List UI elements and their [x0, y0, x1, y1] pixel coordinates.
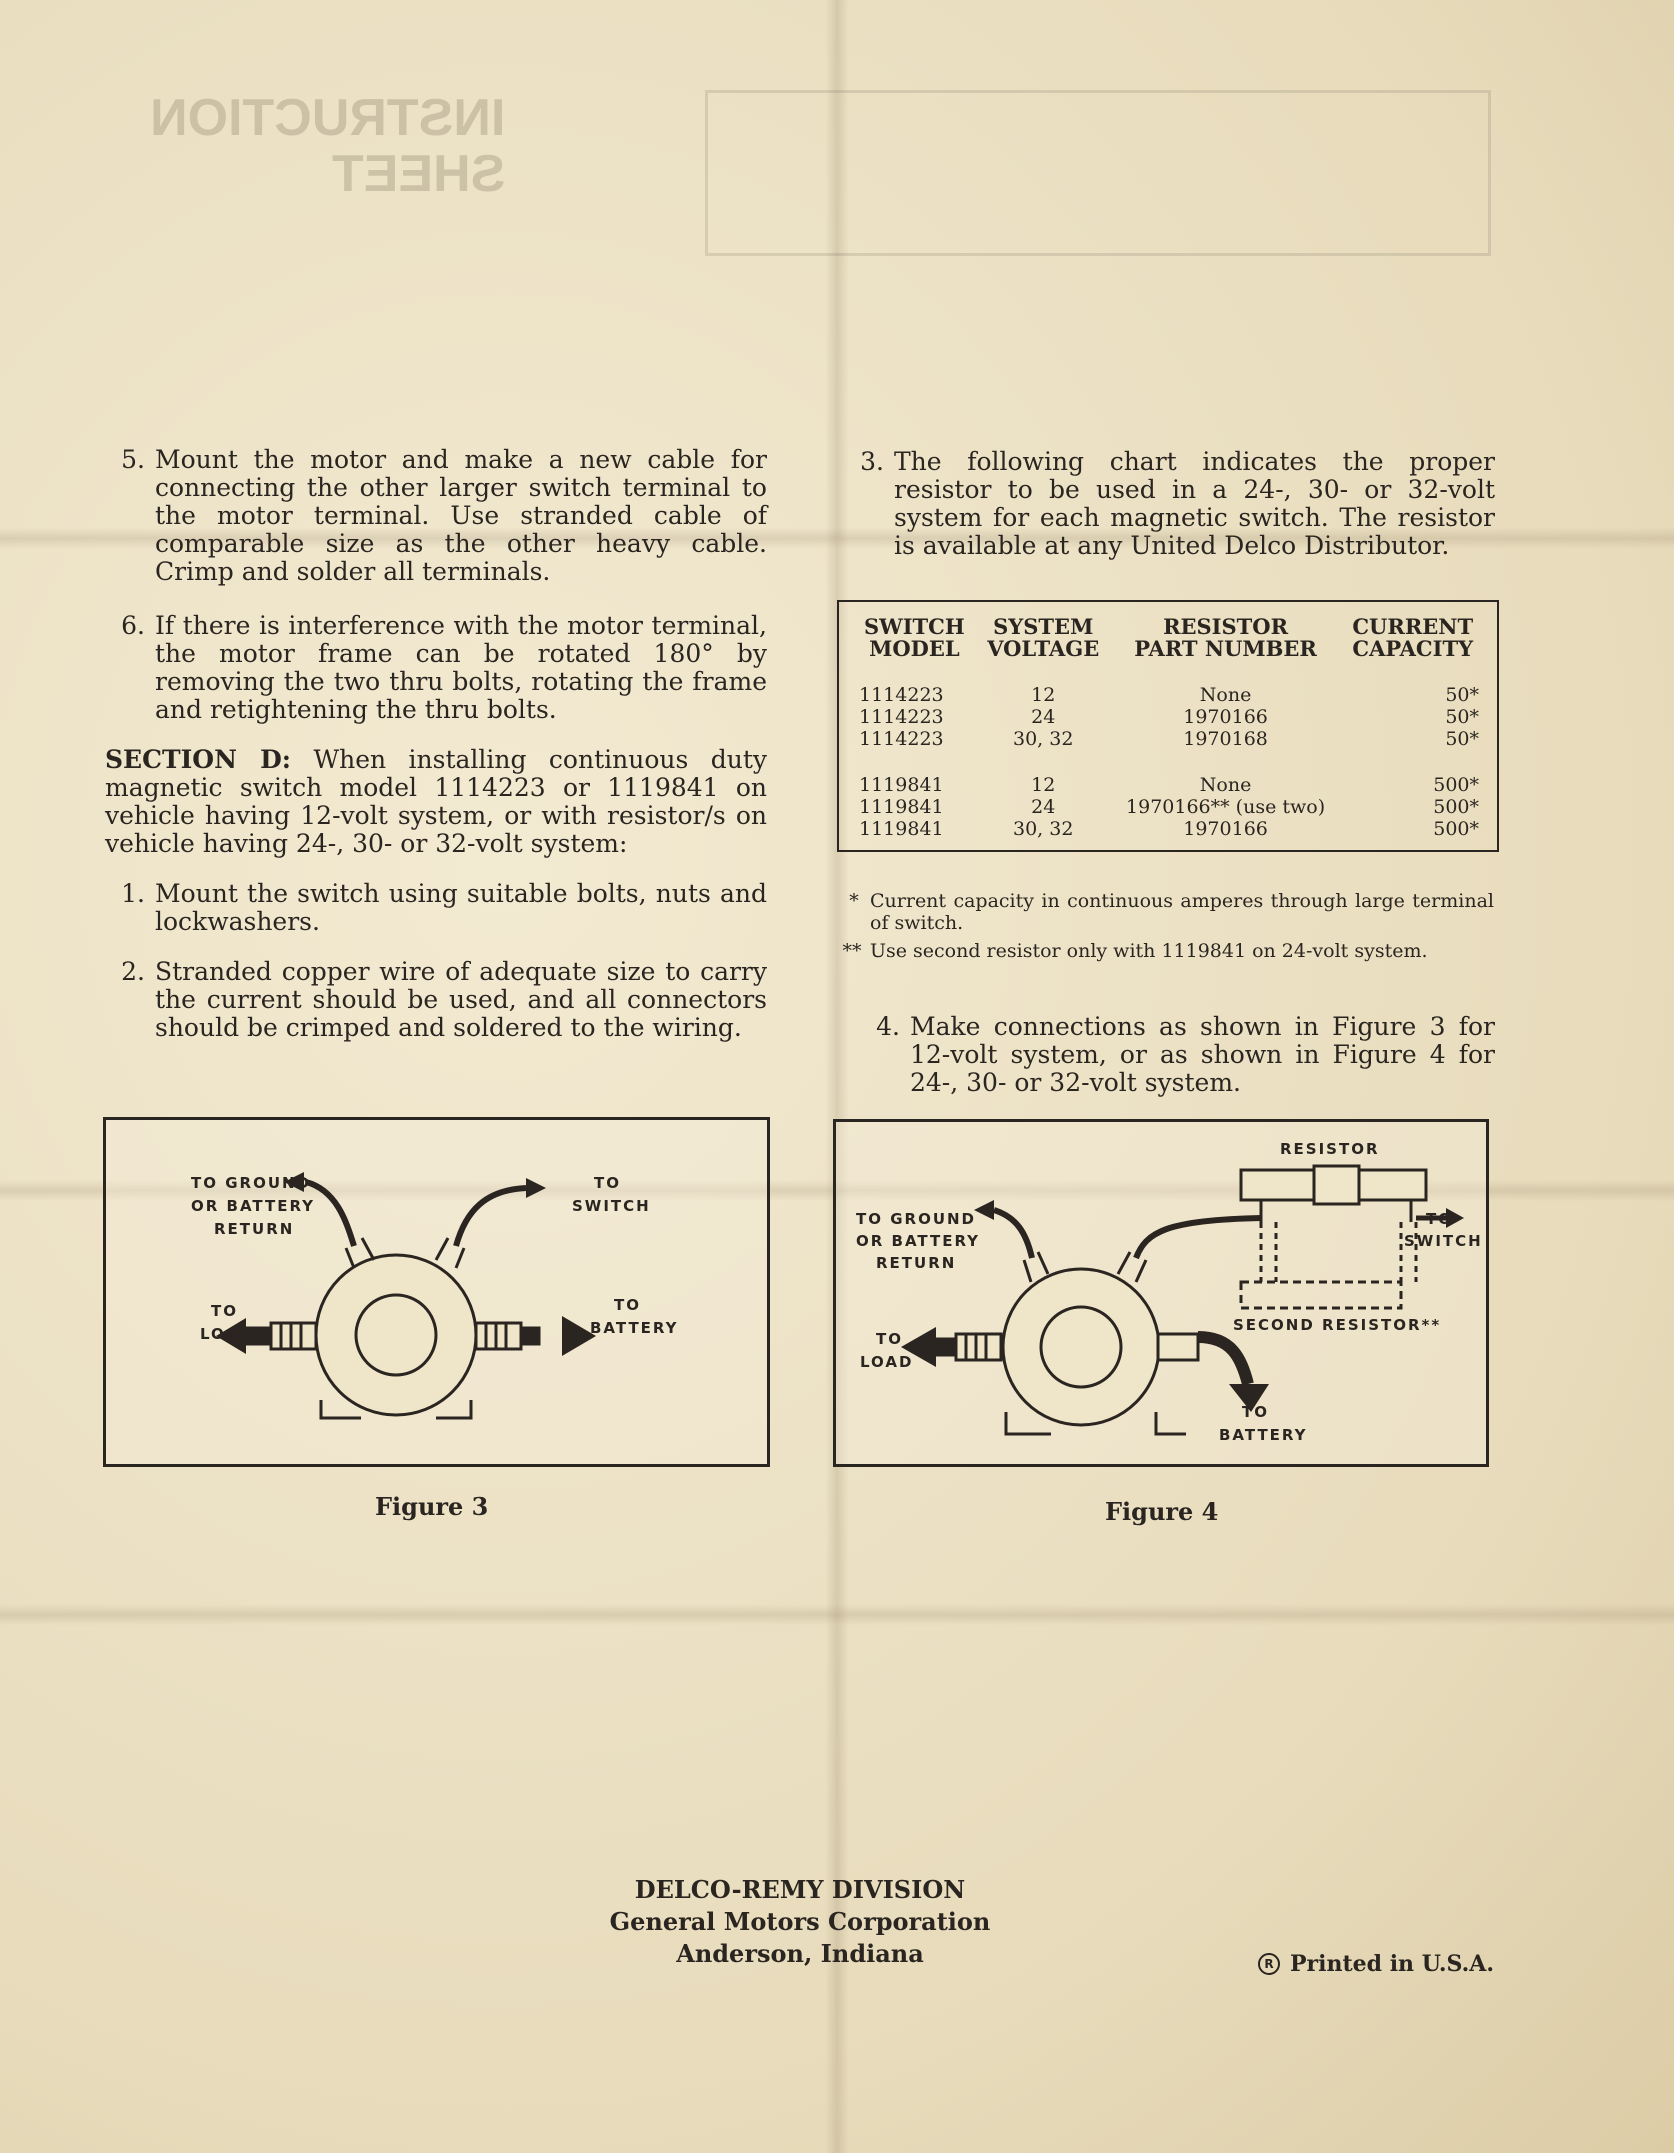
- step-3: 3. The following chart indicates the proper resistor to be used in a 24-, 30- or 32-volt system for each magnetic switch. The resistor is available at any United Delco Distributor.: [860, 447, 1495, 560]
- table-row: [853, 796, 1485, 818]
- table-cell: 500*: [1433, 796, 1479, 818]
- table-cell: 1970166: [1183, 818, 1268, 840]
- footer-corporation: General Motors Corporation: [609, 1907, 991, 1936]
- resistor-table: [853, 616, 1485, 840]
- table-cell: None: [1199, 774, 1252, 796]
- fig3-load-label-1: TO: [211, 1302, 238, 1320]
- table-row: [853, 728, 1485, 750]
- fig4-battery-cable: [1198, 1337, 1248, 1384]
- fig4-left-terminal: [956, 1334, 1001, 1360]
- table-row: [853, 706, 1485, 728]
- fig3-battery-label-2: BATTERY: [590, 1319, 679, 1337]
- section-d-label: SECTION D:: [105, 745, 292, 774]
- step-5: 5. Mount the motor and make a new cable for connecting the other larger switch terminal to the motor terminal. Use stranded cable of comparable size as the other heavy cable. Crimp and solder all terminals.: [121, 445, 767, 586]
- table-header-2: RESISTOR PART NUMBER: [1134, 614, 1317, 661]
- fig4-right-terminal: [1158, 1334, 1198, 1360]
- left-column: [105, 446, 767, 1064]
- fig3-right-terminal: [476, 1323, 521, 1349]
- table-cell: 50*: [1445, 728, 1479, 750]
- step-6: 6. If there is interference with the motor terminal, the motor frame can be rotated 180° by removing the two thru bolts, rotating the frame and retightening the thru bolts.: [121, 611, 767, 724]
- section-d-text: When installing continuous duty magnetic switch model 1114223 or 1119841 on vehicle having 12-volt system, or with resistor/s on vehicle having 24-, 30- or 32-volt system:: [105, 745, 767, 858]
- table-row: [853, 684, 1485, 706]
- fig3-ground-label-2: OR BATTERY: [191, 1197, 316, 1215]
- fig4-top-right-terminal: [1118, 1252, 1146, 1282]
- step-2: 2. Stranded copper wire of adequate size to carry the current should be used, and all connectors should be crimped and soldered to the wiring.: [121, 957, 767, 1042]
- figure-3-diagram: [106, 1120, 767, 1464]
- figure-4: [833, 1119, 1489, 1467]
- fig3-switch-label-1: TO: [594, 1174, 621, 1192]
- table-cell: 30, 32: [1012, 818, 1074, 840]
- fig4-resistor-wire: [1136, 1218, 1261, 1258]
- fig3-left-terminal: [271, 1323, 316, 1349]
- table-header-0: SWITCH MODEL: [863, 614, 965, 661]
- table-cell: 1119841: [859, 818, 944, 840]
- right-column-top: [850, 448, 1495, 560]
- table-cell: 1970168: [1183, 728, 1268, 750]
- printed-in-usa: R Printed in U.S.A.: [1258, 1951, 1494, 1977]
- footer-publisher: [560, 1874, 1040, 1970]
- table-cell: None: [1199, 684, 1252, 706]
- fig4-foot-right: [1156, 1412, 1186, 1434]
- fig4-battery-label-2: BATTERY: [1219, 1426, 1308, 1444]
- figure-4-caption: Figure 4: [1105, 1497, 1219, 1526]
- right-column-bottom: [860, 1013, 1495, 1097]
- fig4-switch-label-2: SWITCH: [1404, 1232, 1483, 1250]
- resistor-chart: [837, 600, 1499, 852]
- table-cell: 1114223: [859, 684, 944, 706]
- table-cell: 1114223: [859, 706, 944, 728]
- fig4-load-label-1: TO: [876, 1330, 903, 1348]
- fig4-ground-label-2: OR BATTERY: [856, 1232, 981, 1250]
- figure-3: [103, 1117, 770, 1467]
- footnote-single-star: * Current capacity in continuous amperes through large terminal of switch.: [849, 890, 1494, 934]
- table-cell: 1114223: [859, 728, 944, 750]
- showthrough-title: INSTRUCTION SHEET: [150, 89, 506, 203]
- table-cell: 12: [1031, 774, 1056, 796]
- fig4-load-label-2: LOAD: [860, 1353, 914, 1371]
- fig4-ground-wire: [994, 1210, 1032, 1258]
- table-cell: 12: [1031, 684, 1056, 706]
- fig3-ground-label-3: RETURN: [214, 1220, 295, 1238]
- fig4-left-stud: [936, 1339, 956, 1355]
- fig4-second-resistor: [1241, 1282, 1401, 1308]
- fig4-ground-label-3: RETURN: [876, 1254, 957, 1272]
- fig3-load-label-2: LOAD: [200, 1325, 254, 1343]
- table-cell: 24: [1031, 706, 1056, 728]
- fig3-switch-label-2: SWITCH: [572, 1197, 651, 1215]
- table-cell: 1119841: [859, 796, 944, 818]
- fig4-battery-label-1: TO: [1242, 1403, 1269, 1421]
- table-row: [853, 774, 1485, 796]
- table-cell: 1970166** (use two): [1126, 796, 1326, 818]
- table-header-1: SYSTEM VOLTAGE: [987, 614, 1100, 661]
- table-cell: 500*: [1433, 774, 1479, 796]
- registered-mark-icon: R: [1258, 1953, 1280, 1975]
- table-cell: 500*: [1433, 818, 1479, 840]
- footer-location: Anderson, Indiana: [676, 1939, 924, 1968]
- table-header-3: CURRENT CAPACITY: [1352, 614, 1474, 661]
- step-4: 4. Make connections as shown in Figure 3 for 12-volt system, or as shown in Figure 4 for 24-, 30- or 32-volt system.: [876, 1012, 1495, 1097]
- table-group-gap: [853, 750, 1485, 774]
- fig4-second-resistor-label: SECOND RESISTOR**: [1233, 1316, 1442, 1334]
- figure-4-diagram: [836, 1122, 1486, 1464]
- fig4-resistor-label: RESISTOR: [1280, 1140, 1380, 1158]
- fig4-switch-body: [1003, 1269, 1159, 1425]
- table-cell: 1970166: [1183, 706, 1268, 728]
- table-cell: 30, 32: [1012, 728, 1074, 750]
- fig3-switch-wire: [456, 1188, 526, 1246]
- table-cell: 50*: [1445, 684, 1479, 706]
- showthrough-logo-box: [705, 90, 1491, 256]
- table-row: [853, 818, 1485, 840]
- table-cell: 50*: [1445, 706, 1479, 728]
- table-cell: 1119841: [859, 774, 944, 796]
- fig3-right-stud: [521, 1328, 539, 1344]
- fig3-ground-label-1: TO GROUND: [191, 1174, 312, 1192]
- fig3-switch-arrow: [526, 1178, 546, 1198]
- fig4-switch-label-1: TO: [1426, 1210, 1453, 1228]
- footnote-double-star: ** Use second resistor only with 1119841 on 24-volt system.: [842, 940, 1428, 962]
- fig4-ground-arrow: [974, 1200, 994, 1220]
- fig3-switch-body: [316, 1255, 476, 1415]
- table-cell: 24: [1031, 796, 1056, 818]
- step-1: 1. Mount the switch using suitable bolts, nuts and lockwashers.: [121, 879, 767, 936]
- section-d: [105, 746, 767, 858]
- fig4-ground-label-1: TO GROUND: [856, 1210, 977, 1228]
- figure-3-caption: Figure 3: [375, 1492, 489, 1521]
- footer-division: DELCO-REMY DIVISION: [634, 1875, 966, 1904]
- fig3-battery-label-1: TO: [614, 1296, 641, 1314]
